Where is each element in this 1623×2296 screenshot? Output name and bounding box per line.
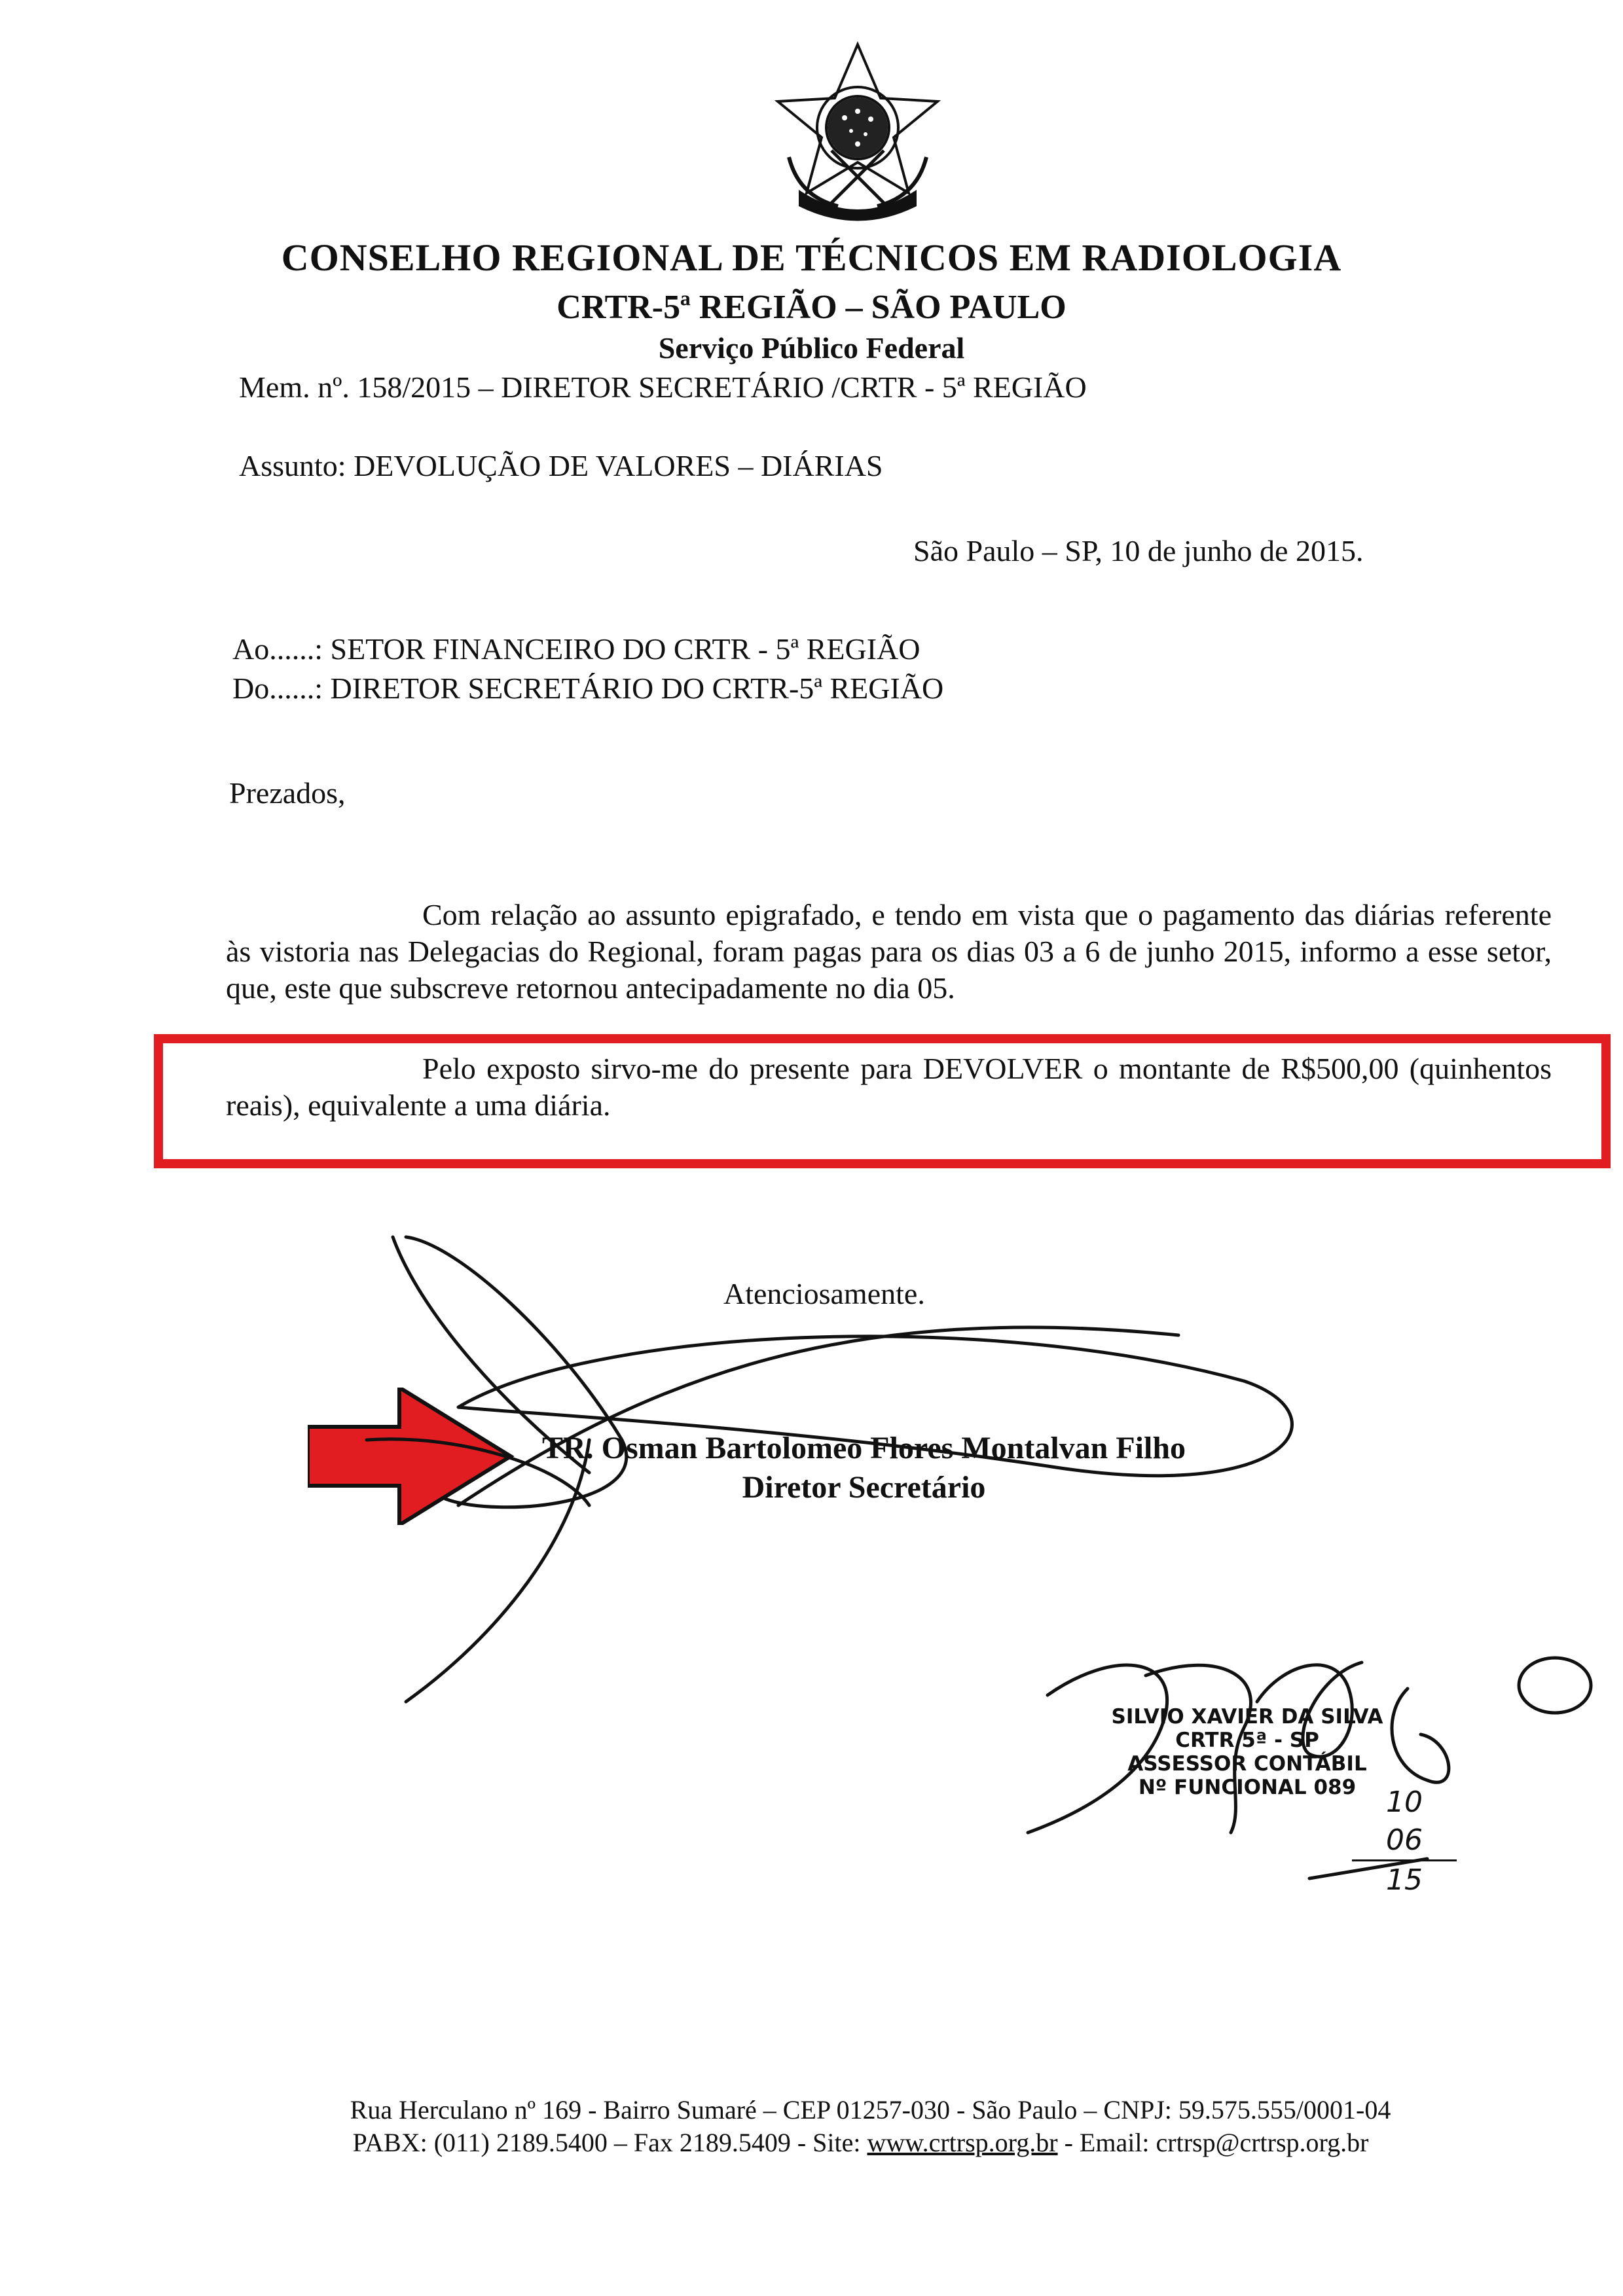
region-title: CRTR-5ª REGIÃO – SÃO PAULO: [556, 289, 1067, 326]
coat-of-arms-seal: [759, 39, 956, 236]
handwritten-date: [1352, 1784, 1457, 1899]
footer-contact: [0, 2127, 1623, 2158]
memo-reference: Mem. nº. 158/2015 – DIRETOR SECRETÁRIO /CRTR - 5ª REGIÃO: [239, 370, 1087, 404]
handwritten-year: 15: [1386, 1863, 1423, 1897]
footer-email: - Email: crtrsp@crtrsp.org.br: [1057, 2128, 1369, 2157]
handwritten-day: 10: [1386, 1785, 1423, 1819]
signer-role: Diretor Secretário: [742, 1470, 986, 1505]
body-paragraph-1: Com relação ao assunto epigrafado, e tendo em vista que o pagamento das diárias referente às vistoria nas Delegacias do Regional, foram pagas para os dias 03 a 6 de junho 2015, informo a esse setor, que, este que subscreve retornou antecipadamente no dia 05.: [226, 898, 1552, 1005]
stamp-name: SILVIO XAVIER DA SILVA: [1111, 1705, 1383, 1729]
organization-title: CONSELHO REGIONAL DE TÉCNICOS EM RADIOLOGIA: [281, 236, 1342, 279]
highlight-box: [154, 1034, 1611, 1168]
greeting: Prezados,: [229, 776, 346, 810]
memo-subject: Assunto: DEVOLUÇÃO DE VALORES – DIÁRIAS: [239, 449, 883, 482]
footer-address: Rua Herculano nº 169 - Bairro Sumaré – CEP 01257-030 - São Paulo – CNPJ: 59.575.555/0001-04: [350, 2095, 1391, 2125]
stamp-registry: CRTR 5ª - SP: [1175, 1729, 1319, 1752]
red-arrow-icon: [308, 1388, 517, 1525]
body-paragraph-2: Pelo exposto sirvo-me do presente para DEVOLVER o montante de R$500,00 (quinhentos reais), equivalente a uma diária.: [226, 1052, 1552, 1122]
sender-line: Do......: DIRETOR SECRETÁRIO DO CRTR-5ª REGIÃO: [232, 672, 944, 705]
footer-site-link[interactable]: www.crtrsp.org.br: [867, 2128, 1058, 2157]
handwritten-month: 06: [1352, 1821, 1457, 1861]
place-date: São Paulo – SP, 10 de junho de 2015.: [913, 534, 1364, 567]
closing-salutation: Atenciosamente.: [723, 1277, 925, 1310]
service-title: Serviço Público Federal: [658, 331, 965, 365]
footer-phone: PABX: (011) 2189.5400 – Fax 2189.5409 - Site:: [352, 2128, 867, 2157]
stamp-id: Nº FUNCIONAL 089: [1138, 1776, 1357, 1799]
stamp-role: ASSESSOR CONTÁBIL: [1127, 1752, 1367, 1776]
recipient-line: Ao......: SETOR FINANCEIRO DO CRTR - 5ª REGIÃO: [232, 632, 921, 666]
signer-name: TR. Osman Bartolomeo Flores Montalvan Filho: [541, 1431, 1186, 1465]
